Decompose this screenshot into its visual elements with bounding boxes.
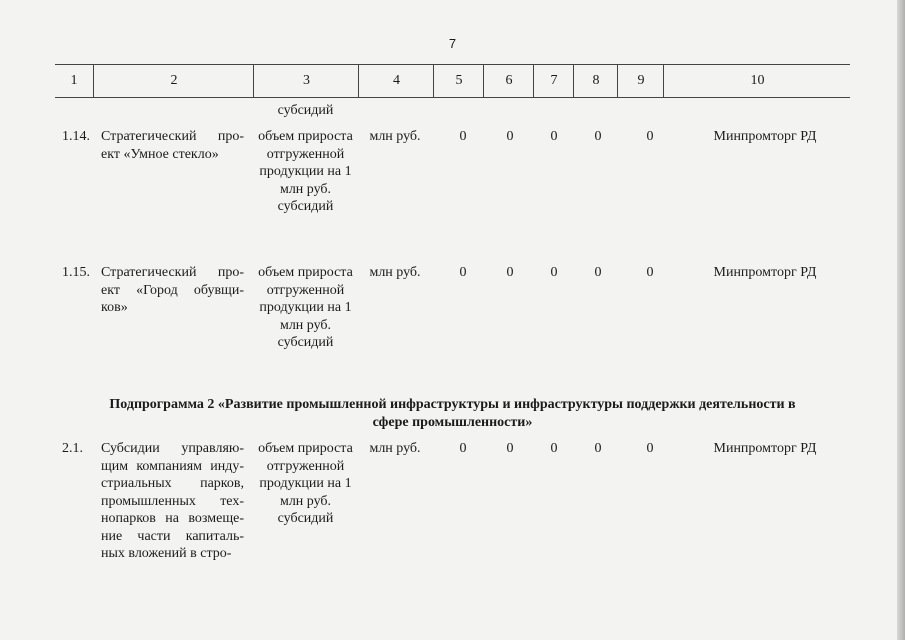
- row-name: Стратегический про-ект «Умное стекло»: [101, 129, 244, 162]
- row-indicator: объем прироста отгруженной продукции на 1 млн руб. субсидий: [258, 265, 353, 350]
- row-value-7: 0: [550, 265, 558, 280]
- row-number: 1.14.: [62, 129, 90, 144]
- header-col-6: 6: [483, 65, 534, 97]
- header-col-2: 2: [93, 65, 254, 97]
- header-col-10: 10: [663, 65, 851, 97]
- row-value-9: 0: [646, 441, 654, 456]
- header-col-8: 8: [573, 65, 618, 97]
- row-unit: млн руб.: [369, 265, 421, 280]
- header-col-4: 4: [358, 65, 434, 97]
- row-value-6: 0: [506, 441, 514, 456]
- row-name: Субсидии управляю-щим компаниям инду-стриальных парков, промышленных тех-нопарков на возмеще-ние части капиталь-ных вложений в стро-: [101, 441, 244, 561]
- row-unit: млн руб.: [369, 441, 421, 456]
- row-value-9: 0: [646, 265, 654, 280]
- header-col-3: 3: [253, 65, 359, 97]
- row-value-5: 0: [459, 441, 467, 456]
- row-indicator: объем прироста отгруженной продукции на 1 млн руб. субсидий: [258, 129, 353, 214]
- table-header: [55, 64, 850, 98]
- row-value-5: 0: [459, 265, 467, 280]
- row-value-8: 0: [594, 441, 602, 456]
- row-executor: Минпромторг РД: [713, 265, 817, 280]
- row-value-6: 0: [506, 129, 514, 144]
- header-col-7: 7: [533, 65, 574, 97]
- row-value-8: 0: [594, 265, 602, 280]
- header-col-9: 9: [617, 65, 664, 97]
- indicator-continuation: субсидий: [277, 103, 334, 118]
- row-value-8: 0: [594, 129, 602, 144]
- row-executor: Минпромторг РД: [713, 129, 817, 144]
- row-value-7: 0: [550, 441, 558, 456]
- row-value-5: 0: [459, 129, 467, 144]
- row-number: 1.15.: [62, 265, 90, 280]
- row-unit: млн руб.: [369, 129, 421, 144]
- row-number: 2.1.: [62, 441, 83, 456]
- header-col-5: 5: [433, 65, 484, 97]
- page-number: 7: [448, 36, 457, 51]
- subprogram-title: Подпрограмма 2 «Развитие промышленной инфраструктуры и инфраструктуры поддержки деятельности в сфере промышленности»: [109, 397, 796, 430]
- row-executor: Минпромторг РД: [713, 441, 817, 456]
- row-name: Стратегический про-ект «Город обувщи-ков»: [101, 265, 244, 315]
- header-col-1: 1: [70, 73, 78, 88]
- row-value-7: 0: [550, 129, 558, 144]
- row-indicator: объем прироста отгруженной продукции на 1 млн руб. субсидий: [258, 441, 353, 526]
- scan-edge: [897, 0, 905, 640]
- row-value-9: 0: [646, 129, 654, 144]
- row-value-6: 0: [506, 265, 514, 280]
